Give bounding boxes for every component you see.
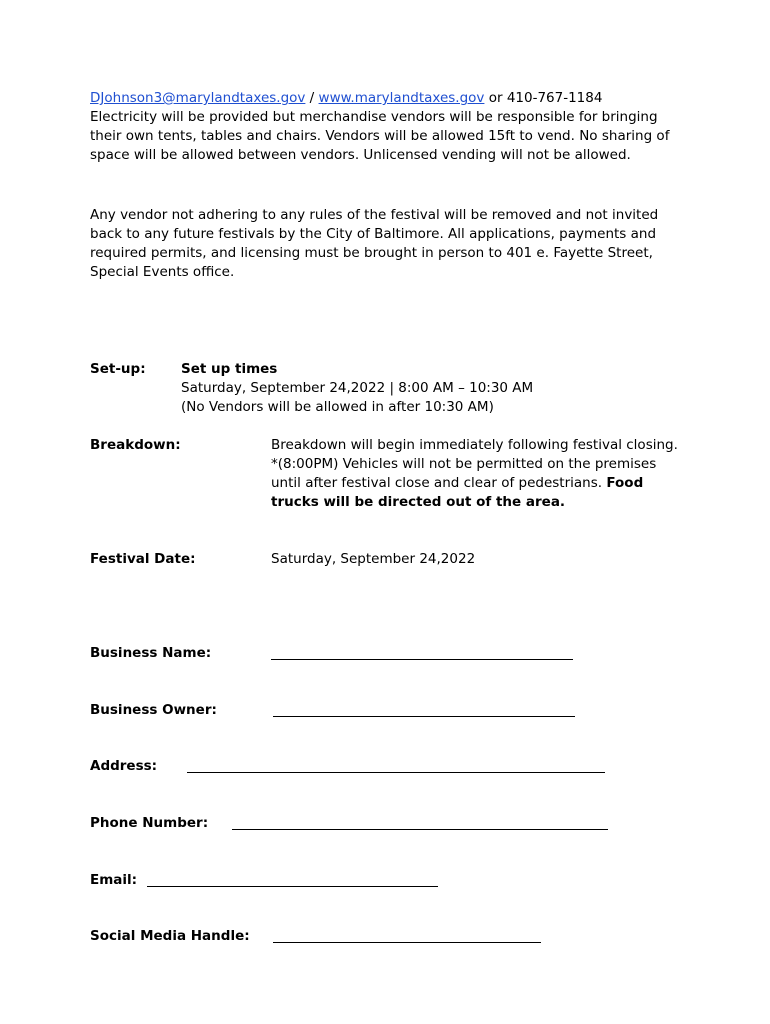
website-link[interactable]: www.marylandtaxes.gov bbox=[318, 90, 485, 106]
address-field[interactable] bbox=[187, 772, 605, 773]
setup-label: Set-up: bbox=[90, 361, 146, 377]
social-media-field[interactable] bbox=[273, 942, 541, 943]
breakdown-label: Breakdown: bbox=[90, 437, 181, 453]
setup-heading: Set up times bbox=[181, 361, 278, 377]
email-field[interactable] bbox=[147, 886, 438, 887]
contact-phone: or 410-767-1184 bbox=[484, 90, 603, 106]
setup-details bbox=[181, 360, 533, 417]
setup-note: (No Vendors will be allowed in after 10:30 AM) bbox=[181, 399, 494, 415]
breakdown-text: Breakdown will begin immediately following festival closing. *(8:00PM) Vehicles will not be permitted on the premises until after festival close and clear of pedestrians. bbox=[271, 437, 678, 491]
electricity-rules-text: Electricity will be provided but merchandise vendors will be responsible for bringing their own tents, tables and chairs. Vendors will be allowed 15ft to vend. No sharing of space will be allowed between vendors. Unlicensed vending will not be allowed. bbox=[90, 109, 670, 163]
breakdown-description bbox=[271, 436, 681, 512]
breakdown-food-trucks-note: Food trucks will be directed out of the area. bbox=[271, 475, 644, 510]
email-label: Email: bbox=[90, 872, 138, 888]
social-media-label: Social Media Handle: bbox=[90, 928, 250, 944]
contact-separator: / bbox=[305, 90, 319, 106]
business-name-field[interactable] bbox=[271, 659, 573, 660]
setup-times: Saturday, September 24,2022 | 8:00 AM – 10:30 AM bbox=[181, 380, 534, 396]
business-name-label: Business Name: bbox=[90, 645, 212, 661]
business-owner-label: Business Owner: bbox=[90, 702, 217, 718]
phone-number-label: Phone Number: bbox=[90, 815, 209, 831]
business-owner-field[interactable] bbox=[273, 716, 575, 717]
contact-email-link[interactable]: DJohnson3@marylandtaxes.gov bbox=[90, 90, 306, 106]
festival-date-value: Saturday, September 24,2022 bbox=[271, 551, 476, 567]
phone-number-field[interactable] bbox=[232, 829, 608, 830]
vendor-rules-paragraph: Any vendor not adhering to any rules of the festival will be removed and not invited back to any future festivals by the City of Baltimore. All applications, payments and required permits, and licensing must be brought in person to 401 e. Fayette Street, Special Events office. bbox=[90, 207, 659, 280]
vendor-info-paragraph bbox=[90, 89, 690, 165]
festival-date-label: Festival Date: bbox=[90, 551, 196, 567]
address-label: Address: bbox=[90, 758, 158, 774]
